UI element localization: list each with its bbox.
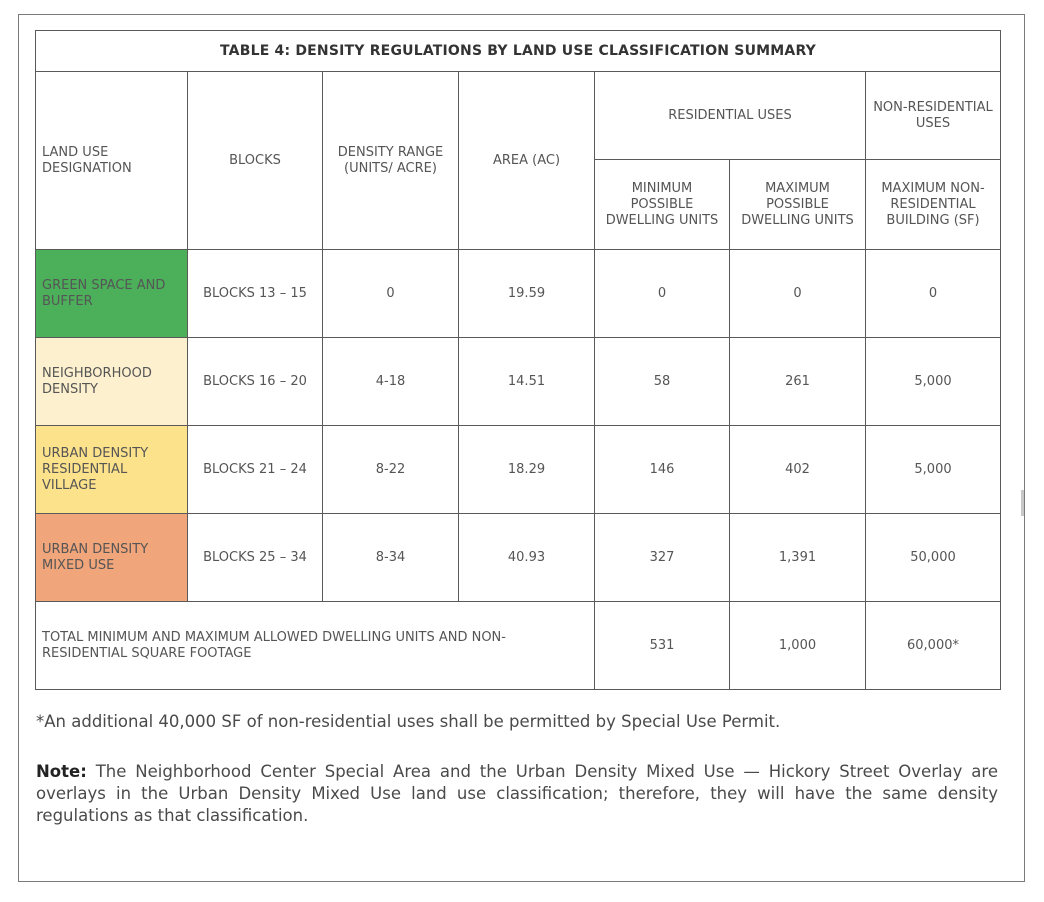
total-label: TOTAL MINIMUM AND MAXIMUM ALLOWED DWELLING UNITS AND NON-RESIDENTIAL SQUARE FOOTAGE	[36, 602, 595, 690]
min-units-cell: 0	[595, 250, 730, 338]
max-units-cell: 0	[730, 250, 866, 338]
header-area: AREA (AC)	[459, 72, 595, 250]
classification-cell: URBAN DENSITY MIXED USE	[36, 514, 188, 602]
area-cell: 18.29	[459, 426, 595, 514]
nonres-cell: 5,000	[866, 338, 1001, 426]
density-table	[35, 30, 1001, 690]
blocks-cell: BLOCKS 21 – 24	[188, 426, 323, 514]
classification-cell: NEIGHBORHOOD DENSITY	[36, 338, 188, 426]
footnote: *An additional 40,000 SF of non-residential uses shall be permitted by Special Use Permit.	[36, 712, 781, 731]
classification-cell: GREEN SPACE AND BUFFER	[36, 250, 188, 338]
max-units-cell: 1,391	[730, 514, 866, 602]
header-max-units: MAXIMUM POSSIBLE DWELLING UNITS	[730, 160, 866, 250]
nonres-cell: 0	[866, 250, 1001, 338]
area-cell: 14.51	[459, 338, 595, 426]
table-row	[36, 514, 1001, 602]
header-non-residential-uses: NON-RESIDENTIAL USES	[866, 72, 1001, 160]
blocks-cell: BLOCKS 25 – 34	[188, 514, 323, 602]
note-label: Note:	[36, 762, 87, 781]
table-row	[36, 250, 1001, 338]
nonres-cell: 5,000	[866, 426, 1001, 514]
header-land-use: LAND USE DESIGNATION	[36, 72, 188, 250]
min-units-cell: 146	[595, 426, 730, 514]
area-cell: 40.93	[459, 514, 595, 602]
min-units-cell: 327	[595, 514, 730, 602]
total-nonres: 60,000*	[866, 602, 1001, 690]
blocks-cell: BLOCKS 13 – 15	[188, 250, 323, 338]
total-max-units: 1,000	[730, 602, 866, 690]
table-title: TABLE 4: DENSITY REGULATIONS BY LAND USE CLASSIFICATION SUMMARY	[36, 31, 1001, 72]
total-row	[36, 602, 1001, 690]
density-cell: 8-22	[323, 426, 459, 514]
header-density-range: DENSITY RANGE (UNITS/ ACRE)	[323, 72, 459, 250]
max-units-cell: 261	[730, 338, 866, 426]
density-cell: 4-18	[323, 338, 459, 426]
max-units-cell: 402	[730, 426, 866, 514]
note-paragraph	[36, 761, 998, 827]
nonres-cell: 50,000	[866, 514, 1001, 602]
min-units-cell: 58	[595, 338, 730, 426]
header-blocks: BLOCKS	[188, 72, 323, 250]
table-row	[36, 338, 1001, 426]
density-cell: 8-34	[323, 514, 459, 602]
header-min-units: MINIMUM POSSIBLE DWELLING UNITS	[595, 160, 730, 250]
area-cell: 19.59	[459, 250, 595, 338]
header-max-nonres: MAXIMUM NON-RESIDENTIAL BUILDING (SF)	[866, 160, 1001, 250]
classification-cell: URBAN DENSITY RESIDENTIAL VILLAGE	[36, 426, 188, 514]
blocks-cell: BLOCKS 16 – 20	[188, 338, 323, 426]
header-residential-uses: RESIDENTIAL USES	[595, 72, 866, 160]
density-cell: 0	[323, 250, 459, 338]
total-min-units: 531	[595, 602, 730, 690]
scrollbar-thumb[interactable]	[1021, 490, 1024, 516]
table-row	[36, 426, 1001, 514]
note-text: The Neighborhood Center Special Area and the Urban Density Mixed Use — Hickory Street Overlay are overlays in the Urban Density Mixed Use land use classification; therefore, they will have the same density regulations as that classification.	[36, 762, 998, 825]
